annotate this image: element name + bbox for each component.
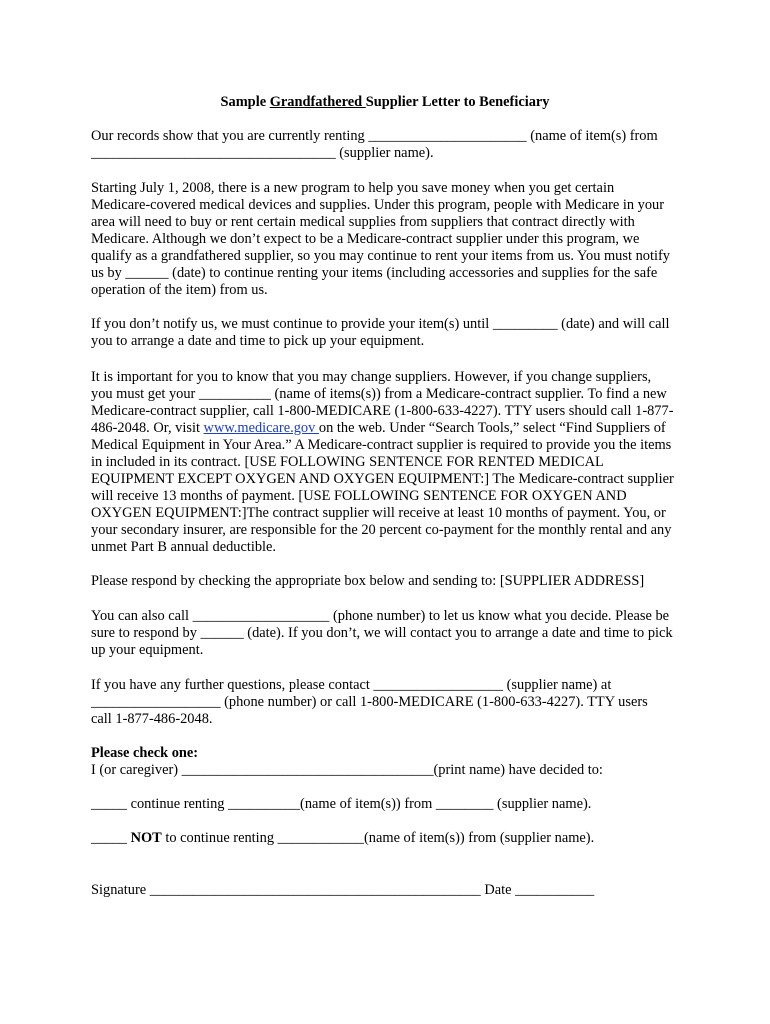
- text-line: Starting July 1, 2008, there is a new program to help you save money when you get certain: [91, 180, 615, 196]
- text-line: Medicare. Although we don’t expect to be a Medicare-contract supplier under this program, we: [91, 231, 640, 247]
- text-line: __________________________________ (supplier name).: [91, 145, 434, 161]
- text-line: Medicare-contract supplier, call 1-800-MEDICARE (1-800-633-4227). TTY users should call 1-877-: [91, 403, 674, 419]
- paragraph-records: [91, 128, 691, 162]
- text-line: EQUIPMENT EXCEPT OXYGEN AND OXYGEN EQUIPMENT:] The Medicare-contract supplier: [91, 471, 674, 487]
- text-line-with-link: [91, 420, 691, 437]
- text-line: up your equipment.: [91, 642, 204, 658]
- text-line: OXYGEN EQUIPMENT:]The contract supplier will receive at least 10 months of payment. You, or: [91, 505, 666, 521]
- text-line: Please respond by checking the appropriate box below and sending to: [SUPPLIER ADDRESS]: [91, 573, 645, 589]
- text-line: us by ______ (date) to continue renting your items (including accessories and supplies for the safe: [91, 265, 658, 281]
- check-section: [91, 745, 691, 779]
- option-rest: to continue renting ____________(name of item(s)) from (supplier name).: [161, 830, 595, 846]
- title-underlined: Grandfathered: [269, 94, 366, 110]
- text-line: You can also call ___________________ (phone number) to let us know what you decide. Please be: [91, 608, 670, 624]
- text-line: Medicare-covered medical devices and supplies. Under this program, people with Medicare in your: [91, 197, 665, 213]
- text-line: It is important for you to know that you may change suppliers. However, if you change suppliers,: [91, 369, 652, 385]
- signature-section[interactable]: [91, 882, 691, 899]
- paragraph-change-suppliers: [91, 369, 691, 556]
- text-line: you to arrange a date and time to pick up your equipment.: [91, 333, 425, 349]
- option-not-continue-text: [91, 830, 691, 847]
- text-line: If you don’t notify us, we must continue to provide your item(s) until _________ (date) and will call: [91, 316, 670, 332]
- text-line: unmet Part B annual deductible.: [91, 539, 277, 555]
- not-emphasis: NOT: [130, 830, 162, 846]
- link-prefix: 486-2048. Or, visit: [91, 420, 204, 436]
- text-line: If you have any further questions, please contact __________________ (supplier name) at: [91, 677, 612, 693]
- paragraph-respond: [91, 573, 691, 590]
- text-line: call 1-877-486-2048.: [91, 711, 213, 727]
- option-continue-text: _____ continue renting __________(name of item(s)) from ________ (supplier name).: [91, 796, 592, 812]
- text-line: Medical Equipment in Your Area.” A Medicare-contract supplier is required to provide you the items: [91, 437, 672, 453]
- paragraph-questions: [91, 677, 691, 728]
- text-line: your secondary insurer, are responsible for the 20 percent co-payment for the monthly rental and any: [91, 522, 672, 538]
- link-suffix: on the web. Under “Search Tools,” select “Find Suppliers of: [318, 420, 666, 436]
- option-not-continue-renting[interactable]: [91, 830, 691, 847]
- signature-line: Signature ______________________________________________ Date ___________: [91, 882, 595, 898]
- text-line: you must get your __________ (name of items(s)) from a Medicare-contract supplier. To find a new: [91, 386, 667, 402]
- text-line: area will need to buy or rent certain medical supplies from suppliers that contract directly with: [91, 214, 635, 230]
- text-line: sure to respond by ______ (date). If you don’t, we will contact you to arrange a date and time to pick: [91, 625, 673, 641]
- caregiver-line[interactable]: I (or caregiver) ___________________________________(print name) have decided to:: [91, 762, 603, 778]
- check-heading: Please check one:: [91, 745, 199, 761]
- text-line: will receive 13 months of payment. [USE FOLLOWING SENTENCE FOR OXYGEN AND: [91, 488, 627, 504]
- option-blank: _____: [91, 830, 131, 846]
- text-line: __________________ (phone number) or call 1-800-MEDICARE (1-800-633-4227). TTY users: [91, 694, 648, 710]
- text-line: operation of the item) from us.: [91, 282, 268, 298]
- paragraph-call: [91, 608, 691, 659]
- text-line: in included in its contract. [USE FOLLOWING SENTENCE FOR RENTED MEDICAL: [91, 454, 604, 470]
- medicare-gov-link[interactable]: www.medicare.gov: [203, 420, 319, 436]
- text-line: Our records show that you are currently renting ______________________ (name of item(s) from: [91, 128, 658, 144]
- paragraph-program: [91, 180, 691, 299]
- title-prefix: Sample: [220, 94, 270, 110]
- option-continue-renting[interactable]: [91, 796, 691, 813]
- text-line: qualify as a grandfathered supplier, so you may continue to rent your items from us. You must notify: [91, 248, 670, 264]
- paragraph-notify: [91, 316, 691, 350]
- title-suffix: Supplier Letter to Beneficiary: [365, 94, 550, 110]
- letter-title: [0, 94, 770, 111]
